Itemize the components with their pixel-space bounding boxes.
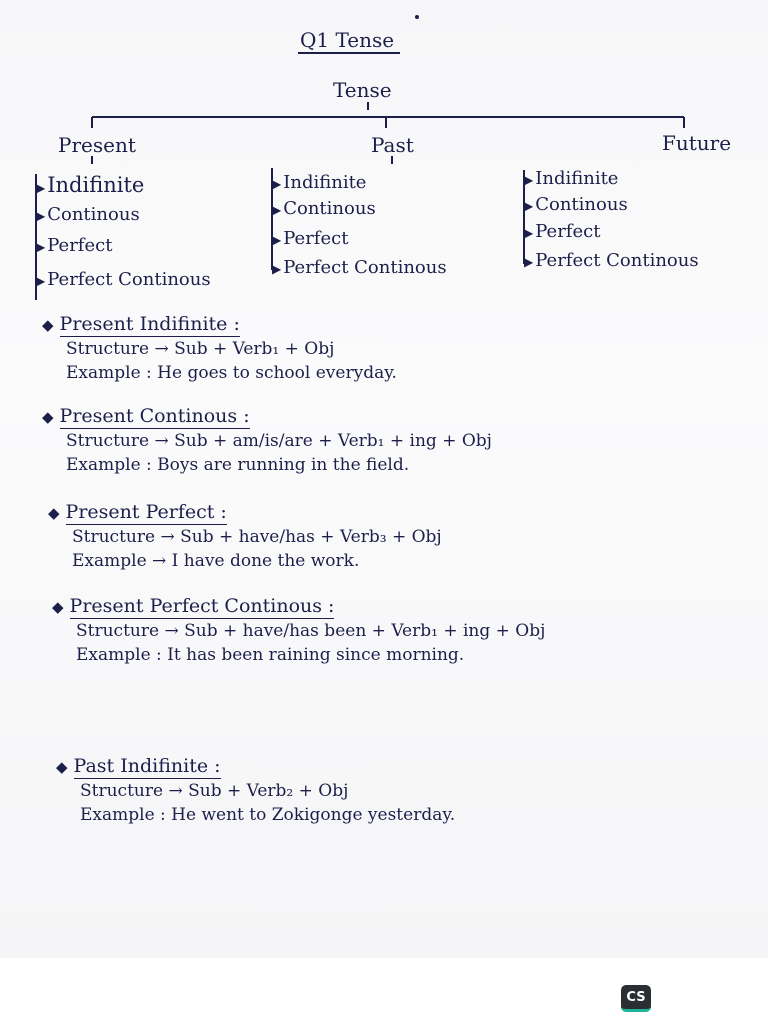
arrow-icon: ▶ [272,262,282,276]
arrow-icon: ▶ [524,173,534,187]
arrow-icon: ▶ [272,177,282,191]
past-item-3: ▶ Perfect [272,228,349,249]
arrow-icon: ▶ [272,203,282,217]
past-item-4: ▶ Perfect Continous [272,257,447,278]
past-item-2: ▶ Continous [272,198,376,219]
present-item-2: ▶ Continous [36,204,140,225]
section-structure: Structure → Sub + Verb₁ + Obj [66,339,335,359]
arrow-icon: ▶ [36,240,46,254]
past-item-1: ▶ Indifinite [272,172,367,193]
branch-past-label: Past [371,133,414,157]
diamond-bullet-icon: ◆ [42,408,54,426]
section-structure: Structure → Sub + am/is/are + Verb₁ + ing + Obj [66,431,492,451]
present-item-3: ▶ Perfect [36,235,113,256]
future-item-3: ▶ Perfect [524,221,601,242]
section-example: Example → I have done the work. [72,551,360,571]
future-item-2: ▶ Continous [524,194,628,215]
section-example: Example : Boys are running in the field. [66,455,410,475]
tree-root-label: Tense [333,78,392,102]
diamond-bullet-icon: ◆ [48,504,60,522]
section-heading: ◆ Present Continous : [42,405,250,427]
section-past-indefinite [56,754,455,827]
arrow-icon: ▶ [36,274,46,288]
section-structure: Structure → Sub + have/has been + Verb₁ + ing + Obj [76,621,546,641]
section-example: Example : He went to Zokigonge yesterday. [80,805,456,825]
section-present-perfect-continuous [52,594,545,667]
diamond-bullet-icon: ◆ [56,758,68,776]
section-heading: ◆ Present Perfect : [48,501,227,523]
section-present-perfect [48,500,442,573]
diamond-bullet-icon: ◆ [52,598,64,616]
section-heading: ◆ Past Indifinite : [56,755,221,777]
present-item-4: ▶ Perfect Continous [36,269,211,290]
future-item-1: ▶ Indifinite [524,168,619,189]
present-item-1: ▶Indifinite [36,173,145,197]
section-heading: ◆ Present Indifinite : [42,313,240,335]
arrow-icon: ▶ [272,233,282,247]
future-item-4: ▶ Perfect Continous [524,250,699,271]
footer-bar [0,958,768,1024]
arrow-icon: ▶ [524,226,534,240]
section-structure: Structure → Sub + have/has + Verb₃ + Obj [72,527,442,547]
section-present-continuous [42,404,492,477]
section-present-indefinite [42,312,397,385]
arrow-icon: ▶ [524,199,534,213]
section-example: Example : It has been raining since morning. [76,645,465,665]
arrow-icon: ▶ [524,255,534,269]
page-title: Q1 Tense [298,28,400,54]
diamond-bullet-icon: ◆ [42,316,54,334]
branch-future-label: Future [662,131,732,155]
camscanner-logo: CS [621,985,651,1012]
section-structure: Structure → Sub + Verb₂ + Obj [80,781,349,801]
section-example: Example : He goes to school everyday. [66,363,397,383]
branch-present-label: Present [58,133,136,157]
section-heading: ◆ Present Perfect Continous : [52,595,335,617]
arrow-icon: ▶ [36,209,46,223]
arrow-icon: ▶ [36,181,46,195]
